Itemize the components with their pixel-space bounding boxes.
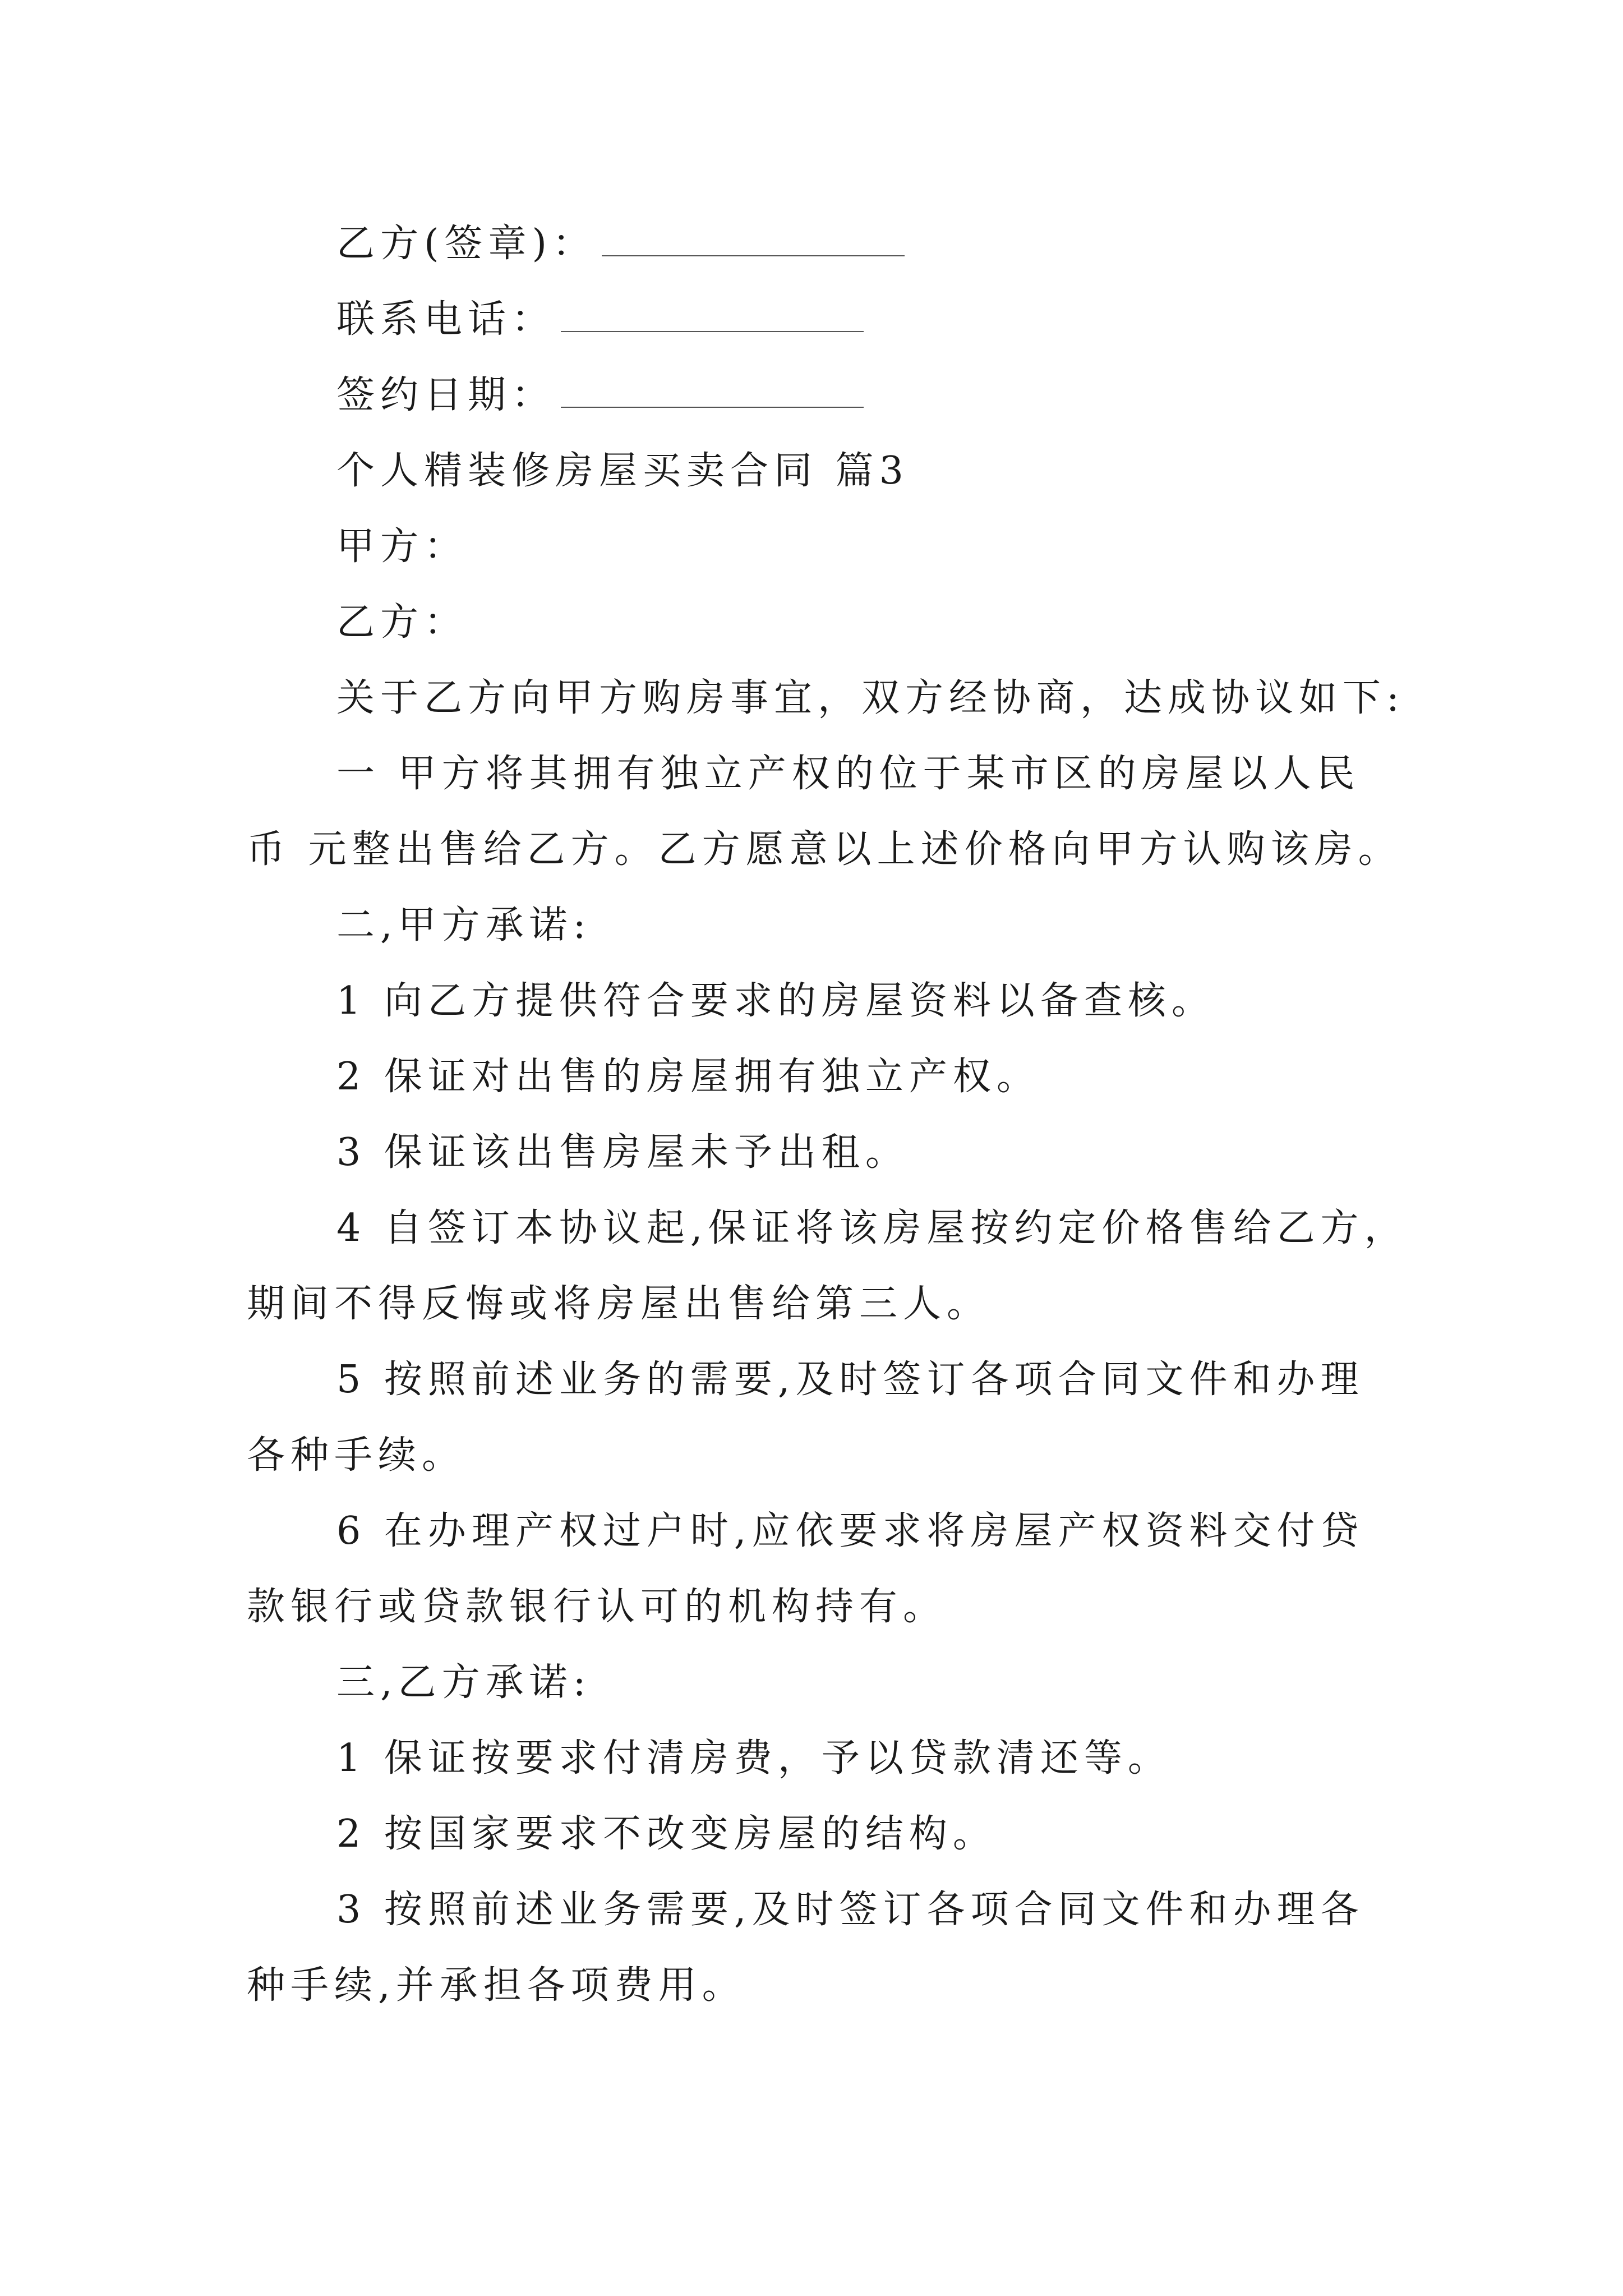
clause-1-line-2: 币 元整出售给乙方。乙方愿意以上述价格向甲方认购该房。 [247,827,1402,872]
phone-line [336,292,864,348]
section-2-item-4-line-2: 期间不得反悔或将房屋出售给第三人。 [247,1282,991,1326]
section-3-item-3-line-2: 种手续,并承担各项费用。 [247,1963,746,2008]
section-3-heading: 三,乙方承诺: [336,1660,592,1705]
phone-label: 联系电话： [336,297,556,342]
section-2-item-1: 1 向乙方提供符合要求的房屋资料以备查核。 [336,979,1215,1023]
section-3-item-1: 1 保证按要求付清房费，予以贷款清还等。 [336,1736,1172,1780]
section-2-item-6-line-2: 款银行或贷款银行认可的机构持有。 [247,1585,947,1629]
clause-1-line-1: 一 甲方将其拥有独立产权的位于某市区的房屋以人民 [336,752,1361,796]
section-3-item-3-line-1: 3 按照前述业务需要,及时签订各项合同文件和办理各 [336,1888,1364,1932]
intro-paragraph: 关于乙方向甲方购房事宜，双方经协商，达成协议如下: [336,676,1405,720]
party-b-line: 乙方： [336,600,468,645]
section-3-item-2: 2 按国家要求不改变房屋的结构。 [336,1812,997,1856]
sign-date-blank[interactable] [561,375,864,408]
sign-date-label: 签约日期： [336,373,556,417]
party-a-line: 甲方： [336,524,468,569]
party-b-signature-label: 乙方(签章)： [336,222,597,266]
contract-title: 个人精装修房屋买卖合同 篇3 [336,449,909,493]
section-2-item-2: 2 保证对出售的房屋拥有独立产权。 [336,1055,1040,1099]
party-b-signature-line [336,216,905,272]
section-2-item-6-line-1: 6 在办理产权过户时,应依要求将房屋产权资料交付贷 [336,1509,1364,1553]
section-2-item-5-line-2: 各种手续。 [247,1433,466,1478]
section-2-heading: 二,甲方承诺: [336,903,592,947]
party-b-signature-blank[interactable] [602,224,905,256]
section-2-item-5-line-1: 5 按照前述业务的需要,及时签订各项合同文件和办理 [336,1358,1364,1402]
phone-blank[interactable] [561,300,864,332]
sign-date-line [336,367,864,424]
section-2-item-3: 3 保证该出售房屋未予出租。 [336,1130,909,1175]
section-2-item-4-line-1: 4 自签订本协议起,保证将该房屋按约定价格售给乙方， [336,1206,1408,1250]
